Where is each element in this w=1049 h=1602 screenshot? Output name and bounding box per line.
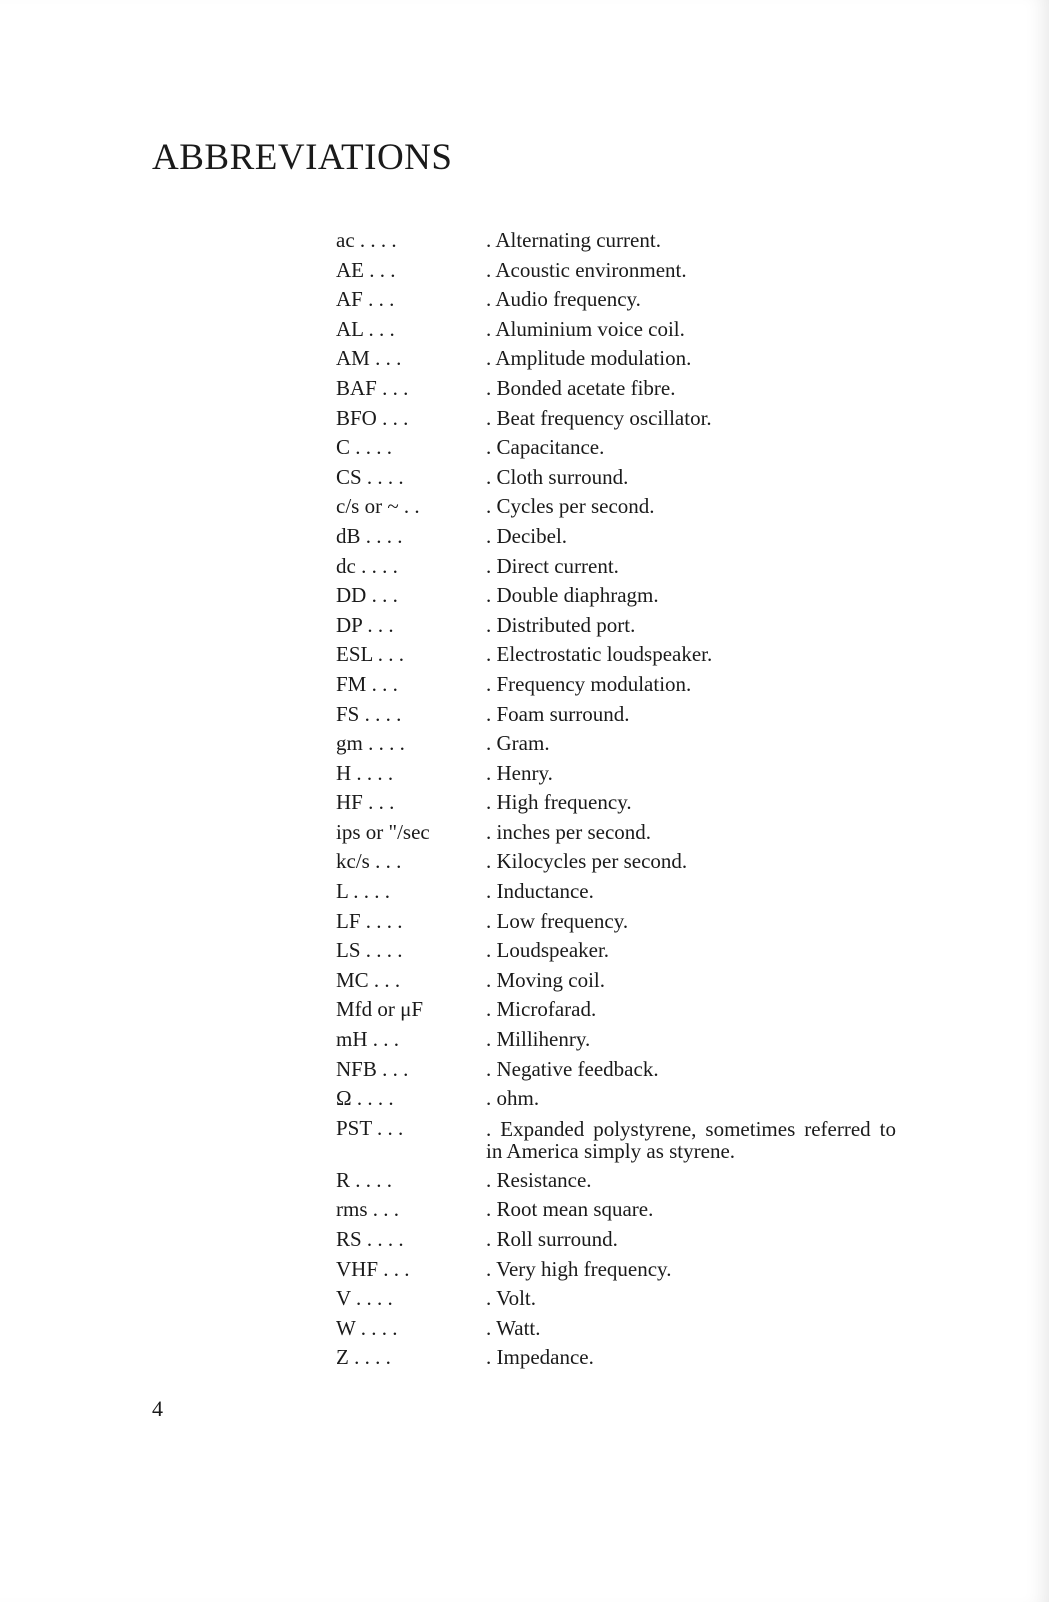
abbreviation-term: NFB . . .: [336, 1056, 409, 1081]
abbreviation-term: FS . . . .: [336, 701, 402, 726]
list-item: [336, 1084, 896, 1114]
abbreviation-definition: . Negative feedback.: [486, 1056, 659, 1081]
list-item: [336, 936, 896, 966]
abbreviation-definition: . Decibel.: [486, 523, 568, 548]
list-item: [336, 847, 896, 877]
abbreviation-definition: . Direct current.: [486, 553, 619, 578]
abbreviation-definition: . Cycles per second.: [486, 494, 655, 519]
abbreviation-term: ESL . . .: [336, 642, 405, 667]
abbreviation-definition: . Frequency modulation.: [486, 671, 692, 696]
list-item: [336, 315, 896, 345]
abbreviation-term: CS . . . .: [336, 464, 404, 489]
abbreviation-term: C . . . .: [336, 435, 393, 460]
abbreviation-definition: . Distributed port.: [486, 612, 636, 637]
abbreviation-list: [336, 226, 896, 1373]
list-item: [336, 1025, 896, 1055]
list-item: [336, 1255, 896, 1285]
abbreviation-term: c/s or ~ . .: [336, 494, 420, 519]
abbreviation-definition: . Watt.: [486, 1315, 541, 1340]
abbreviation-term: BFO . . .: [336, 405, 409, 430]
list-item: [336, 226, 896, 256]
abbreviation-term: kc/s . . .: [336, 849, 402, 874]
abbreviation-term: LF . . . .: [336, 908, 403, 933]
list-item: [336, 1343, 896, 1373]
abbreviation-term: dc . . . .: [336, 553, 398, 578]
list-item: [336, 759, 896, 789]
abbreviation-term: LS . . . .: [336, 938, 403, 963]
abbreviation-term: Mfd or μF: [336, 997, 424, 1022]
abbreviation-term: AL . . .: [336, 316, 395, 341]
abbreviation-definition: . ohm.: [486, 1086, 540, 1111]
list-item: [336, 522, 896, 552]
abbreviation-term: W . . . .: [336, 1315, 398, 1340]
abbreviation-term: ips or "/sec: [336, 819, 430, 844]
abbreviation-definition: . inches per second.: [486, 819, 652, 844]
list-item: [336, 463, 896, 493]
list-item: [336, 640, 896, 670]
abbreviation-term: PST . . .: [336, 1115, 404, 1140]
abbreviation-definition: . Foam surround.: [486, 701, 630, 726]
list-item: [336, 1055, 896, 1085]
abbreviation-term: RS . . . .: [336, 1227, 404, 1251]
abbreviation-definition: . Impedance.: [486, 1345, 594, 1370]
abbreviation-definition: . Bonded acetate fibre.: [486, 375, 676, 400]
abbreviation-definition: . Root mean square.: [486, 1197, 654, 1222]
abbreviation-definition: . Electrostatic loudspeaker.: [486, 642, 713, 667]
list-item: [336, 581, 896, 611]
list-item: [336, 670, 896, 700]
abbreviation-term: VHF . . .: [336, 1256, 410, 1281]
list-item: [336, 404, 896, 434]
abbreviation-term: Ω . . . .: [336, 1086, 394, 1111]
list-item: [336, 729, 896, 759]
abbreviation-definition: . Kilocycles per second.: [486, 849, 688, 874]
list-item: [336, 374, 896, 404]
list-item: [336, 256, 896, 286]
list-item: [336, 433, 896, 463]
abbreviation-definition: . Capacitance.: [486, 435, 605, 460]
abbreviation-definition: . Very high frequency.: [486, 1256, 672, 1281]
list-item: [336, 877, 896, 907]
abbreviation-definition: . Roll surround.: [486, 1227, 618, 1251]
list-item: [336, 1225, 896, 1255]
abbreviation-term: BAF . . .: [336, 375, 409, 400]
abbreviation-definition: . Alternating current.: [486, 228, 661, 252]
abbreviation-definition: . Beat frequency oscillator.: [486, 405, 712, 430]
abbreviation-term: V . . . .: [336, 1286, 393, 1311]
page-number: 4: [152, 1396, 163, 1421]
list-item: [336, 1314, 896, 1344]
abbreviation-term: R . . . .: [336, 1167, 393, 1192]
list-item: [336, 285, 896, 315]
list-item: [336, 611, 896, 641]
list-item: [336, 966, 896, 996]
abbreviation-definition: . Expanded polystyrene, sometimes referred to in America simply as styrene.: [486, 1116, 896, 1163]
abbreviation-definition: . Microfarad.: [486, 997, 597, 1022]
abbreviation-definition: . High frequency.: [486, 790, 632, 815]
abbreviation-definition: . Aluminium voice coil.: [486, 316, 685, 341]
abbreviation-term: ac . . . .: [336, 228, 397, 252]
list-item: [336, 788, 896, 818]
list-item: [336, 1195, 896, 1225]
list-item: [336, 995, 896, 1025]
abbreviation-term: dB . . . .: [336, 523, 403, 548]
abbreviation-definition: . Gram.: [486, 731, 550, 756]
abbreviation-definition: . Acoustic environment.: [486, 257, 687, 282]
list-item: [336, 1284, 896, 1314]
list-item: [336, 552, 896, 582]
abbreviation-definition: . Amplitude modulation.: [486, 346, 692, 371]
list-item: [336, 1114, 896, 1166]
abbreviation-definition: . Resistance.: [486, 1167, 592, 1192]
abbreviation-term: AM . . .: [336, 346, 402, 371]
list-item: [336, 700, 896, 730]
abbreviation-term: HF . . .: [336, 790, 395, 815]
abbreviation-definition: . Inductance.: [486, 879, 594, 904]
abbreviation-term: DD . . .: [336, 583, 398, 608]
abbreviation-term: mH . . .: [336, 1027, 399, 1052]
abbreviation-definition: . Double diaphragm.: [486, 583, 659, 608]
abbreviation-definition: . Loudspeaker.: [486, 938, 610, 963]
abbreviation-term: gm . . . .: [336, 731, 405, 756]
abbreviation-term: rms . . .: [336, 1197, 399, 1222]
page-title: ABBREVIATIONS: [152, 137, 453, 178]
list-item: [336, 344, 896, 374]
abbreviation-term: Z . . . .: [336, 1345, 391, 1370]
abbreviation-term: AE . . .: [336, 257, 396, 282]
abbreviation-term: DP . . .: [336, 612, 394, 637]
list-item: [336, 492, 896, 522]
abbreviation-definition: . Millihenry.: [486, 1027, 591, 1052]
list-item: [336, 1166, 896, 1196]
abbreviation-definition: . Moving coil.: [486, 967, 605, 992]
abbreviation-definition: . Volt.: [486, 1286, 536, 1311]
abbreviation-definition: . Cloth surround.: [486, 464, 629, 489]
abbreviation-term: AF . . .: [336, 287, 395, 312]
abbreviation-definition: . Henry.: [486, 760, 553, 785]
list-item: [336, 818, 896, 848]
abbreviation-term: H . . . .: [336, 760, 394, 785]
list-item: [336, 907, 896, 937]
abbreviation-term: MC . . .: [336, 967, 401, 992]
abbreviation-term: L . . . .: [336, 879, 391, 904]
abbreviation-definition: . Low frequency.: [486, 908, 629, 933]
abbreviation-definition: . Audio frequency.: [486, 287, 641, 312]
abbreviation-term: FM . . .: [336, 671, 398, 696]
